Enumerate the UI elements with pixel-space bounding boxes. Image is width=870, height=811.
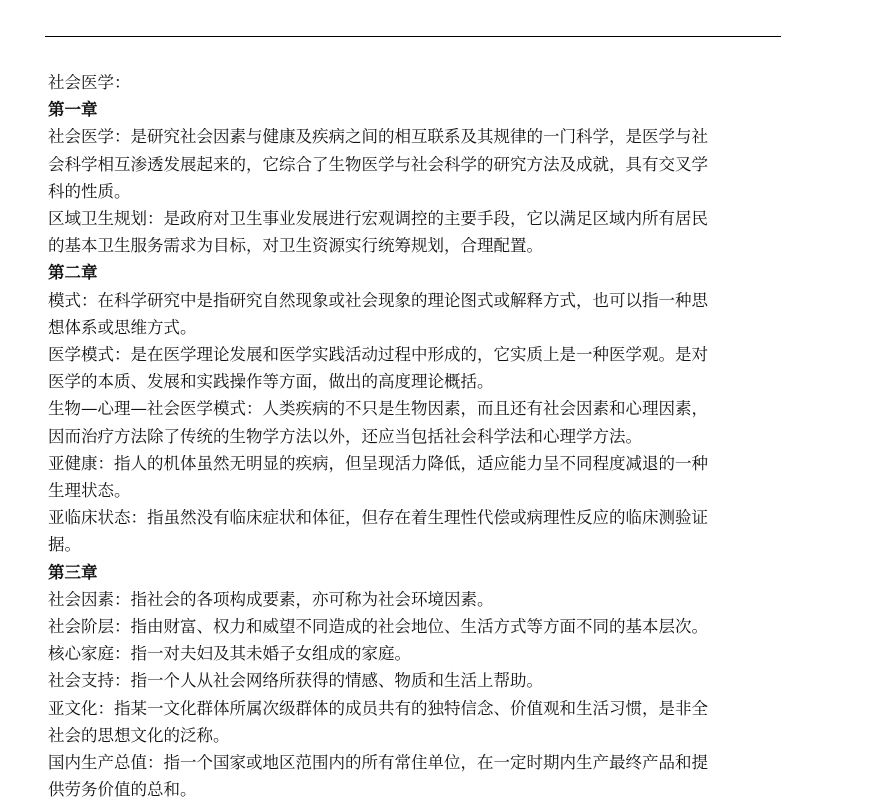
paragraph-line: 医学模式：是在医学理论发展和医学实践活动过程中形成的，它实质上是一种医学观。是对 [48,345,708,365]
definition-paragraph [48,749,778,803]
paragraph-line: 社会的思想文化的泛称。 [48,725,230,745]
paragraph-line: 会科学相互渗透发展起来的，它综合了生物医学与社会科学的研究方法及成就，具有交叉学 [48,154,708,174]
paragraph-line: 社会医学：是研究社会因素与健康及疾病之间的相互联系及其规律的一门科学，是医学与社 [48,127,708,147]
definition-paragraph [48,504,778,558]
definition-paragraph [48,341,778,395]
paragraph-line: 医学的本质、发展和实践操作等方面，做出的高度理论概括。 [48,372,494,392]
definition-paragraph [48,667,778,694]
paragraph-line: 因而治疗方法除了传统的生物学方法以外，还应当包括社会科学法和心理学方法。 [48,426,642,446]
header-rule [45,36,781,37]
chapter-heading: 第二章 [48,263,98,283]
paragraph-line: 科的性质。 [48,181,131,201]
paragraph-line: 亚健康：指人的机体虽然无明显的疾病，但呈现活力降低，适应能力呈不同程度减退的一种 [48,453,708,473]
paragraph-line: 据。 [48,535,81,555]
paragraph-line: 社会支持：指一个人从社会网络所获得的情感、物质和生活上帮助。 [48,671,543,691]
definition-paragraph [48,395,778,449]
definition-paragraph [48,613,778,640]
chapter-heading: 第三章 [48,562,98,582]
paragraph-line: 模式：在科学研究中是指研究自然现象或社会现象的理论图式或解释方式，也可以指一种思 [48,290,708,310]
paragraph-line: 核心家庭：指一对夫妇及其未婚子女组成的家庭。 [48,644,411,664]
definition-paragraph [48,640,778,667]
document-body [48,69,778,803]
paragraph-line: 想体系或思维方式。 [48,317,197,337]
paragraph-line: 国内生产总值：指一个国家或地区范围内的所有常住单位，在一定时期内生产最终产品和提 [48,753,708,773]
paragraph-line: 社会因素：指社会的各项构成要素，亦可称为社会环境因素。 [48,589,494,609]
paragraph-line: 亚文化：指某一文化群体所属次级群体的成员共有的独特信念、价值观和生活习惯，是非全 [48,698,708,718]
paragraph-line: 的基本卫生服务需求为目标，对卫生资源实行统筹规划，合理配置。 [48,236,543,256]
paragraph-line: 生理状态。 [48,481,131,501]
definition-paragraph [48,450,778,504]
definition-paragraph [48,586,778,613]
paragraph-line: 区域卫生规划：是政府对卫生事业发展进行宏观调控的主要手段，它以满足区域内所有居民 [48,209,708,229]
paragraph-line: 供劳务价值的总和。 [48,780,197,800]
paragraph-line: 社会阶层：指由财富、权力和威望不同造成的社会地位、生活方式等方面不同的基本层次。 [48,617,708,637]
paragraph-line: 亚临床状态：指虽然没有临床症状和体征，但存在着生理性代偿或病理性反应的临床测验证 [48,508,708,528]
definition-paragraph [48,287,778,341]
document-title: 社会医学： [48,73,131,92]
definition-paragraph [48,205,778,259]
definition-paragraph [48,695,778,749]
paragraph-line: 生物—心理—社会医学模式：人类疾病的不只是生物因素，而且还有社会因素和心理因素， [48,399,708,419]
definition-paragraph [48,123,778,205]
chapter-heading: 第一章 [48,100,98,120]
